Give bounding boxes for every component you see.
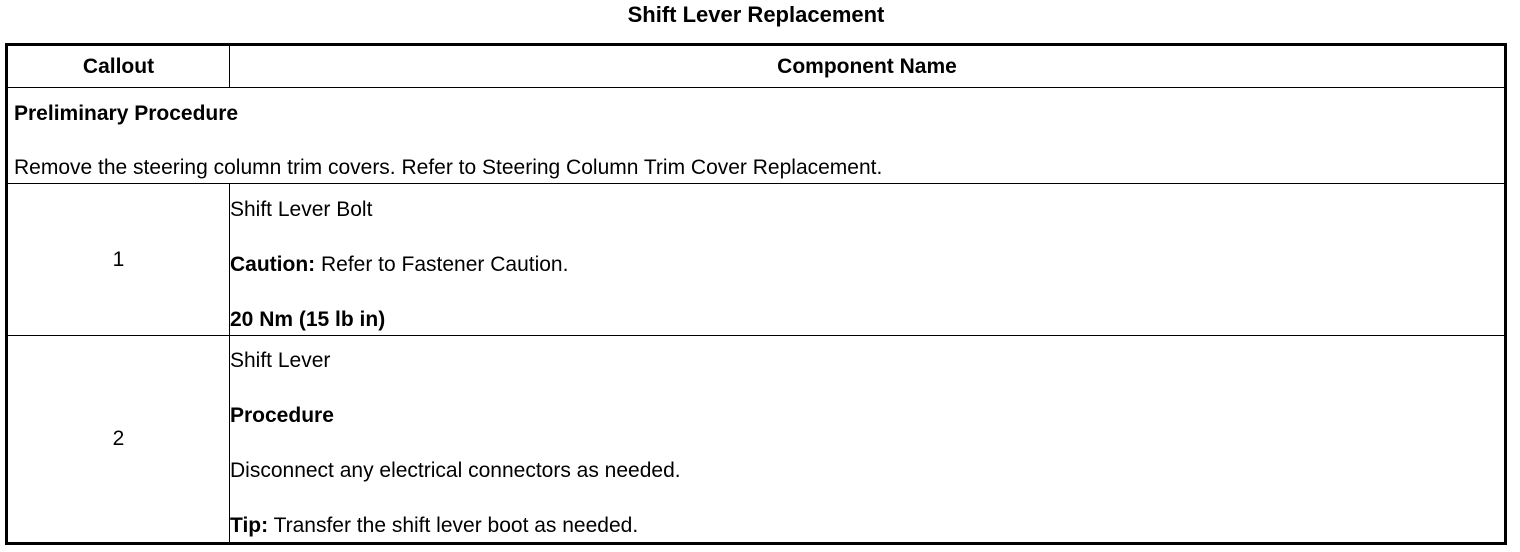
preliminary-procedure-text: Remove the steering column trim covers. Refer to Steering Column Trim Cover Replacement. (14, 155, 883, 179)
preliminary-procedure-row (7, 88, 1506, 184)
component-name: Shift Lever Bolt (230, 197, 373, 221)
component-name-cell (230, 336, 1506, 544)
callout-number: 1 (7, 184, 230, 336)
tip-label: Tip: (230, 514, 269, 537)
torque-spec: 20 Nm (15 lb in) (230, 307, 386, 331)
component-name-cell (230, 184, 1506, 336)
tip-line (230, 514, 1504, 538)
caution-text: Refer to Fastener Caution. (315, 252, 569, 276)
table-header-row (7, 45, 1506, 88)
table-row (7, 184, 1506, 336)
caution-label: Caution: (230, 252, 316, 276)
component-name-column-header: Component Name (230, 45, 1506, 88)
procedure-label: Procedure (230, 404, 334, 427)
table-row (7, 336, 1506, 544)
page-title: Shift Lever Replacement (627, 2, 885, 27)
component-name: Shift Lever (230, 349, 331, 372)
preliminary-procedure-cell (7, 88, 1506, 184)
caution-line (230, 253, 1504, 277)
preliminary-procedure-title: Preliminary Procedure (14, 101, 239, 125)
callout-column-header: Callout (7, 45, 230, 88)
procedure-text: Disconnect any electrical connectors as needed. (230, 459, 681, 482)
callout-number: 2 (7, 336, 230, 544)
tip-text: Transfer the shift lever boot as needed. (268, 514, 639, 537)
component-table (5, 43, 1507, 545)
